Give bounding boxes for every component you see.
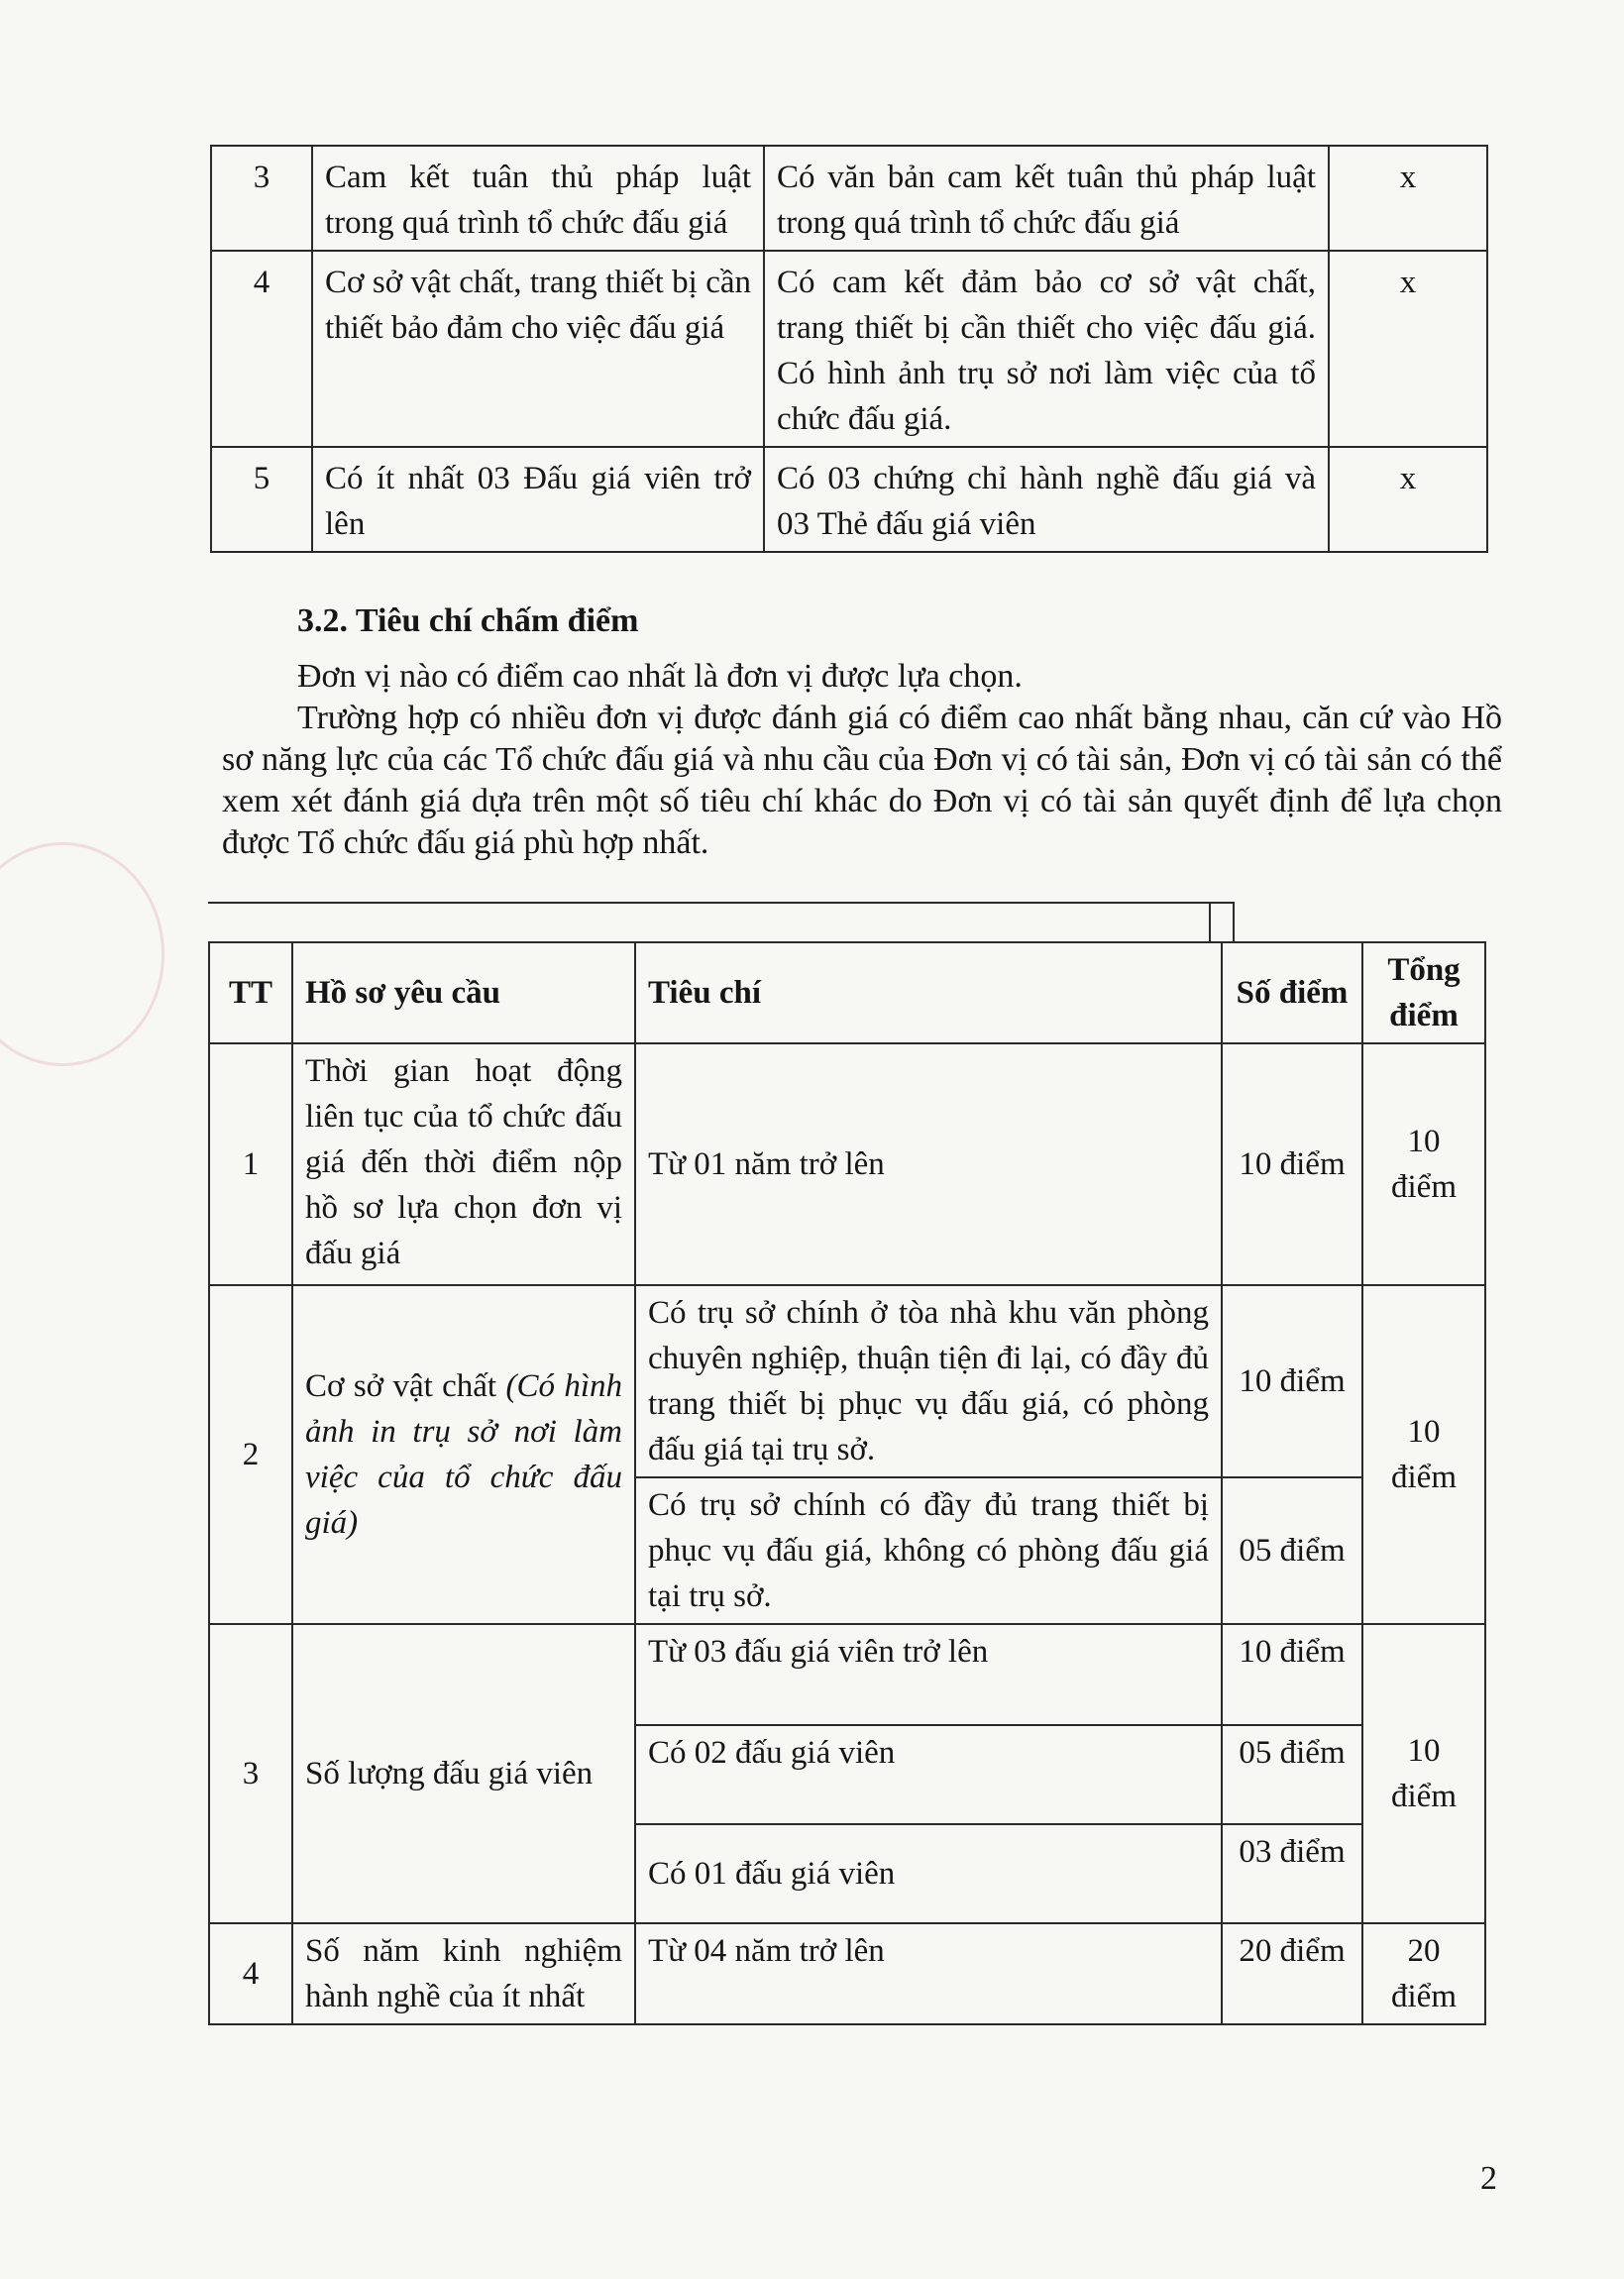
check-mark: x: [1329, 251, 1487, 447]
points-cell: 10 điểm: [1222, 1043, 1362, 1285]
requirement-cell: Số năm kinh nghiệm hành nghề của ít nhất: [292, 1923, 635, 2024]
table-row: [211, 146, 1487, 251]
page-number: 2: [1480, 2160, 1497, 2197]
eligibility-table: [210, 145, 1488, 553]
col-header-requirement: Hồ sơ yêu cầu: [292, 942, 635, 1043]
header-row: [209, 942, 1485, 1043]
criteria-cell: Từ 04 năm trở lên: [635, 1923, 1222, 2024]
total-cell: 10 điểm: [1362, 1285, 1485, 1624]
evidence-cell: Có văn bản cam kết tuân thủ pháp luật trong quá trình tổ chức đấu giá: [764, 146, 1329, 251]
col-header-total: Tổng điểm: [1362, 942, 1485, 1043]
criteria-cell: Có 01 đấu giá viên: [635, 1824, 1222, 1923]
faded-stamp: [0, 842, 164, 1066]
total-cell: 10 điểm: [1362, 1043, 1485, 1285]
paragraph-1: Đơn vị nào có điểm cao nhất là đơn vị được lựa chọn.: [297, 658, 1023, 695]
requirement-cell: Cam kết tuân thủ pháp luật trong quá trình tổ chức đấu giá: [312, 146, 764, 251]
row-number: 2: [209, 1285, 292, 1624]
check-mark: x: [1329, 447, 1487, 552]
requirement-cell: Số lượng đấu giá viên: [292, 1624, 635, 1923]
criteria-cell: Có trụ sở chính có đầy đủ trang thiết bị phục vụ đấu giá, không có phòng đấu giá tại trụ sở.: [635, 1477, 1222, 1624]
points-cell: 05 điểm: [1222, 1477, 1362, 1624]
criteria-cell: Từ 03 đấu giá viên trở lên: [635, 1624, 1222, 1725]
points-cell: 05 điểm: [1222, 1725, 1362, 1824]
table-top-border: [208, 902, 636, 904]
requirement-cell: Có ít nhất 03 Đấu giá viên trở lên: [312, 447, 764, 552]
requirement-text: Cơ sở vật chất: [305, 1368, 506, 1404]
col-header-points: Số điểm: [1222, 942, 1362, 1043]
table-header-tab: [1209, 902, 1235, 943]
points-cell: 20 điểm: [1222, 1923, 1362, 2024]
row-number: 3: [211, 146, 312, 251]
row-number: 3: [209, 1624, 292, 1923]
criteria-cell: Có 02 đấu giá viên: [635, 1725, 1222, 1824]
total-cell: 20 điểm: [1362, 1923, 1485, 2024]
table-row: [209, 1923, 1485, 2024]
requirement-cell: Cơ sở vật chất, trang thiết bị cần thiết bảo đảm cho việc đấu giá: [312, 251, 764, 447]
evidence-cell: Có cam kết đảm bảo cơ sở vật chất, trang thiết bị cần thiết cho việc đấu giá. Có hình ảnh trụ sở nơi làm việc của tổ chức đấu giá.: [764, 251, 1329, 447]
row-number: 1: [209, 1043, 292, 1285]
table-row: [209, 1624, 1485, 1725]
section-heading: 3.2. Tiêu chí chấm điểm: [297, 602, 639, 639]
scoring-table: [208, 941, 1486, 2025]
paragraph-2: Trường hợp có nhiều đơn vị được đánh giá có điểm cao nhất bằng nhau, căn cứ vào Hồ sơ năng lực của các Tổ chức đấu giá và nhu cầu của Đơn vị có tài sản, Đơn vị có tài sản có thể xem xét đánh giá dựa trên một số tiêu chí khác do Đơn vị có tài sản quyết định để lựa chọn được Tổ chức đấu giá phù hợp nhất.: [222, 700, 1502, 861]
table-top-border: [634, 902, 1211, 904]
row-number: 5: [211, 447, 312, 552]
requirement-note: (Có hình ảnh in trụ sở nơi làm việc của tổ chức đấu giá): [305, 1368, 622, 1541]
check-mark: x: [1329, 146, 1487, 251]
col-header-criteria: Tiêu chí: [635, 942, 1222, 1043]
evidence-cell: Có 03 chứng chỉ hành nghề đấu giá và 03 Thẻ đấu giá viên: [764, 447, 1329, 552]
criteria-cell: Từ 01 năm trở lên: [635, 1043, 1222, 1285]
points-cell: 03 điểm: [1222, 1824, 1362, 1923]
table-row: [211, 447, 1487, 552]
points-cell: 10 điểm: [1222, 1624, 1362, 1725]
requirement-cell: [292, 1285, 635, 1624]
row-number: 4: [211, 251, 312, 447]
table-row: [209, 1285, 1485, 1477]
total-cell: 10 điểm: [1362, 1624, 1485, 1923]
table-row: [211, 251, 1487, 447]
col-header-tt: TT: [209, 942, 292, 1043]
row-number: 4: [209, 1923, 292, 2024]
criteria-cell: Có trụ sở chính ở tòa nhà khu văn phòng chuyên nghiệp, thuận tiện đi lại, có đầy đủ trang thiết bị phục vụ đấu giá, có phòng đấu giá tại trụ sở.: [635, 1285, 1222, 1477]
table-row: [209, 1043, 1485, 1285]
points-cell: 10 điểm: [1222, 1285, 1362, 1477]
requirement-cell: Thời gian hoạt động liên tục của tổ chức đấu giá đến thời điểm nộp hồ sơ lựa chọn đơn vị đấu giá: [292, 1043, 635, 1285]
